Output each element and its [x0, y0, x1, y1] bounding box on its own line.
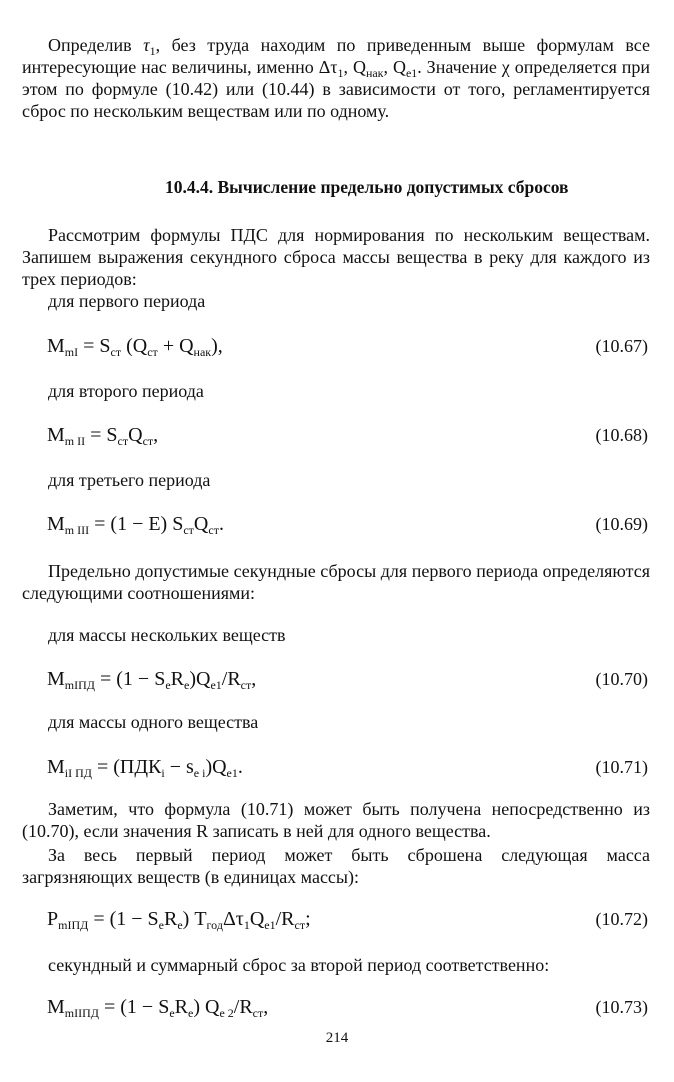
math-subscript: e1 — [405, 66, 418, 80]
eq-term: − s — [164, 756, 194, 778]
eq-term: M — [47, 756, 65, 778]
math-symbol: Δτ — [318, 57, 338, 77]
eq-term: )Q — [189, 668, 211, 690]
eq-subscript: e — [188, 1006, 194, 1020]
eq-term: Q — [128, 424, 143, 446]
page-number: 214 — [325, 1030, 349, 1046]
eq-term: . — [237, 756, 243, 778]
equation-number-10-73: (10.73) — [595, 997, 648, 1017]
section-heading: 10.4.4. Вычисление предельно допустимых сбросов — [165, 177, 569, 197]
text-run: , — [383, 57, 393, 77]
label-second-period: для второго периода — [48, 381, 204, 401]
eq-subscript: e — [184, 678, 190, 692]
eq-subscript: e i — [193, 766, 206, 780]
eq-term: Δτ — [222, 908, 244, 930]
equation-10-73 — [47, 994, 268, 1020]
math-symbol: Q — [352, 57, 366, 77]
equation-10-70 — [47, 666, 256, 692]
eq-subscript: ст — [294, 918, 306, 932]
text-run: , — [343, 57, 353, 77]
eq-subscript: ст — [183, 523, 194, 537]
eq-term: R — [170, 668, 184, 690]
eq-subscript: ст — [252, 1006, 264, 1020]
eq-subscript: ст — [208, 523, 219, 537]
text-run: . Значение χ определяется при этом по формуле (10.42) или (10.44) в зависимости от того, регламентируется сброс по нескольким веществам или по одному. — [22, 57, 651, 121]
math-subscript: 1 — [337, 66, 344, 80]
equation-10-72 — [47, 906, 311, 932]
equation-number-10-69: (10.69) — [595, 514, 648, 534]
eq-subscript: mIПД — [58, 918, 89, 932]
eq-term: R — [174, 996, 188, 1018]
equation-10-68 — [47, 422, 158, 448]
equation-number-10-68: (10.68) — [595, 425, 648, 445]
eq-subscript: e — [177, 918, 183, 932]
eq-term: M — [47, 513, 65, 535]
eq-term: M — [47, 335, 65, 357]
paragraph-note: Заметим, что формула (10.71) может быть получена непосредственно из (10.70), если значения R записать в ней для одного вещества. — [22, 799, 650, 841]
math-subscript: нак — [365, 66, 384, 80]
eq-subscript: e1 — [210, 678, 222, 692]
eq-term: ) T — [182, 908, 207, 930]
eq-term: /R — [233, 996, 253, 1018]
math-symbol: τ — [143, 35, 150, 55]
eq-subscript: ст — [147, 345, 158, 359]
eq-subscript: m III — [64, 523, 90, 537]
eq-subscript: ст — [142, 434, 154, 448]
eq-subscript: mIIПД — [64, 1006, 99, 1020]
equation-number-10-67: (10.67) — [595, 336, 648, 356]
eq-subscript: e 2 — [219, 1006, 234, 1020]
eq-subscript: e — [158, 918, 164, 932]
eq-subscript: 1 — [243, 918, 250, 932]
label-second-period-sum: секундный и суммарный сброс за второй период соответственно: — [48, 955, 550, 975]
label-many-substances: для массы нескольких веществ — [48, 625, 286, 645]
math-symbol: Q — [392, 57, 406, 77]
eq-term: = (1 − S — [98, 996, 170, 1018]
paragraph-intro — [22, 34, 650, 122]
eq-term: , — [251, 668, 257, 690]
eq-subscript: mIПД — [64, 678, 95, 692]
eq-subscript: год — [206, 918, 223, 932]
eq-term: )Q — [205, 756, 227, 778]
eq-term: + Q — [157, 335, 194, 357]
equation-10-69 — [47, 511, 224, 537]
eq-term: = (1 − S — [88, 908, 159, 930]
eq-subscript: нак — [193, 345, 212, 359]
eq-subscript: ст — [110, 345, 122, 359]
eq-term: = S — [85, 424, 118, 446]
equation-number-10-71: (10.71) — [595, 757, 648, 777]
eq-term: M — [47, 996, 65, 1018]
eq-term: Q — [193, 513, 209, 535]
equation-10-71 — [47, 754, 243, 780]
equation-10-67 — [47, 333, 223, 359]
math-subscript: 1 — [149, 44, 156, 58]
label-third-period: для третьего периода — [48, 470, 211, 490]
eq-subscript: iI ПД — [64, 766, 92, 780]
eq-term: P — [47, 908, 59, 930]
eq-term: = (1 − E) S — [89, 513, 184, 535]
eq-term: R — [163, 908, 178, 930]
equation-number-10-72: (10.72) — [595, 909, 648, 929]
eq-term: M — [47, 424, 65, 446]
eq-subscript: e — [165, 678, 171, 692]
eq-term: . — [218, 513, 224, 535]
label-one-substance: для массы одного вещества — [48, 712, 259, 732]
eq-term: (Q — [121, 335, 148, 357]
eq-subscript: ст — [117, 434, 129, 448]
eq-subscript: e1 — [226, 766, 238, 780]
equation-number-10-70: (10.70) — [595, 669, 648, 689]
eq-term: /R — [275, 908, 295, 930]
paragraph-formulas-intro: Рассмотрим формулы ПДС для нормирования по нескольким веществам. Запишем выражения секундного сброса массы вещества в реку для каждого из трех периодов: — [22, 225, 650, 289]
label-first-period: для первого периода — [48, 291, 206, 311]
eq-subscript: e — [169, 1006, 175, 1020]
eq-term: ) Q — [193, 996, 220, 1018]
eq-term: ; — [305, 908, 311, 930]
eq-term: /R — [221, 668, 241, 690]
eq-term: = (ПДК — [91, 756, 162, 778]
eq-term: = (1 − S — [94, 668, 166, 690]
eq-subscript: m II — [64, 434, 86, 448]
paragraph-first-period-total: За весь первый период может быть сброшена следующая масса загрязняющих веществ (в единицах массы): — [22, 845, 650, 887]
eq-term: , — [263, 996, 269, 1018]
eq-subscript: i — [161, 766, 165, 780]
eq-term: ), — [211, 335, 223, 357]
text-run: Определив — [48, 35, 144, 55]
eq-term: M — [47, 668, 65, 690]
eq-term: = S — [78, 335, 111, 357]
eq-subscript: ст — [240, 678, 252, 692]
paragraph-limits: Предельно допустимые секундные сбросы для первого периода определяются следующими соотношениями: — [22, 561, 650, 603]
text-run: , без труда находим по приведенным выше формулам все интересующие нас величины, именно — [22, 35, 650, 77]
eq-subscript: mI — [64, 345, 79, 359]
eq-subscript: e1 — [264, 918, 276, 932]
eq-term: , — [153, 424, 159, 446]
eq-term: Q — [249, 908, 265, 930]
